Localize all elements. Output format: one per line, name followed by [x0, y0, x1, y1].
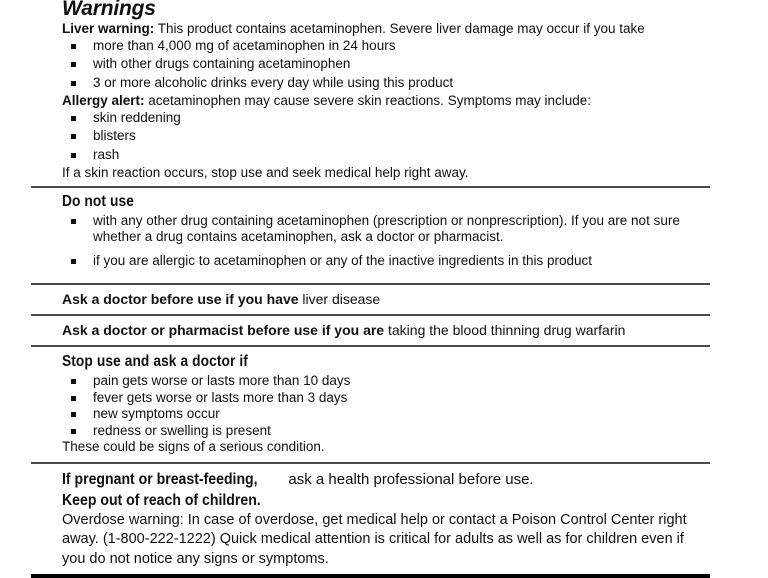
keep-out-of-reach-heading: Keep out of reach of children. [62, 491, 261, 509]
ask-pharmacist-text: taking the blood thinning drug warfarin [384, 322, 626, 338]
stop-use-footer-text: These could be signs of a serious condition. [62, 439, 325, 454]
allergy-footer-text: If a skin reaction occurs, stop use and seek medical help right away. [62, 165, 469, 180]
ask-doctor-lead: Ask a doctor before use if you have [62, 291, 299, 307]
list-item: skin reddening [62, 110, 710, 127]
ask-pharmacist-line [62, 322, 710, 339]
ask-doctor-text: liver disease [298, 291, 381, 307]
list-item: with any other drug containing acetaminophen (prescription or nonprescription). If you are not sure whether a drug contains acetaminophen, ask a doctor or pharmacist. [62, 213, 710, 246]
list-item: 3 or more alcoholic drinks every day while using this product [62, 75, 710, 92]
overdose-warning-lead: Overdose warning: [62, 511, 184, 528]
overdose-warning-paragraph [62, 511, 710, 570]
overdose-warning-text: In case of overdose, get medical help or contact a Poison Control Center right away. (1-800-222-1222) Quick medical attention is critical for adults as well as for children even if you do not notice any signs or symptoms. [62, 511, 687, 567]
do-not-use-section [31, 188, 710, 284]
list-item: fever gets worse or lasts more than 3 days [62, 390, 710, 407]
ask-doctor-section [31, 285, 710, 314]
list-item: if you are allergic to acetaminophen or any of the inactive ingredients in this product [62, 253, 710, 270]
liver-warning-text: This product contains acetaminophen. Severe liver damage may occur if you take [154, 21, 645, 36]
list-item: redness or swelling is present [62, 423, 710, 440]
list-item: with other drugs containing acetaminophen [62, 56, 710, 73]
page-title: Warnings [62, 0, 156, 20]
panel-bottom-rule [31, 574, 710, 578]
do-not-use-bullets [62, 213, 710, 270]
list-item: blisters [62, 128, 710, 145]
stop-use-section [31, 347, 710, 462]
list-item: more than 4,000 mg of acetaminophen in 24 hours [62, 38, 710, 55]
list-item: new symptoms occur [62, 406, 710, 423]
pregnancy-warning-line [62, 470, 710, 490]
do-not-use-heading: Do not use [62, 192, 134, 210]
liver-warning-lead: Liver warning: [62, 21, 155, 36]
ask-doctor-line [62, 291, 710, 308]
stop-use-bullets [62, 373, 710, 439]
ask-pharmacist-section [31, 316, 710, 345]
allergy-alert-paragraph [62, 93, 710, 110]
allergy-symptom-bullets [62, 110, 710, 164]
allergy-alert-lead: Allergy alert: [62, 93, 145, 108]
list-item: pain gets worse or lasts more than 10 days [62, 373, 710, 390]
liver-warning-paragraph [62, 21, 710, 38]
pregnancy-warning-lead: If pregnant or breast-feeding, [62, 470, 258, 488]
liver-warning-bullets [62, 38, 710, 92]
ask-pharmacist-lead: Ask a doctor or pharmacist before use if you are [62, 322, 385, 338]
pregnancy-warning-text: ask a health professional before use. [284, 470, 534, 488]
warnings-section [31, 21, 710, 186]
keep-out-of-reach-line [62, 490, 710, 511]
list-item: rash [62, 147, 710, 164]
allergy-alert-text: acetaminophen may cause severe skin reactions. Symptoms may include: [144, 93, 591, 108]
final-warnings-section [31, 464, 710, 575]
stop-use-heading: Stop use and ask a doctor if [62, 353, 248, 370]
